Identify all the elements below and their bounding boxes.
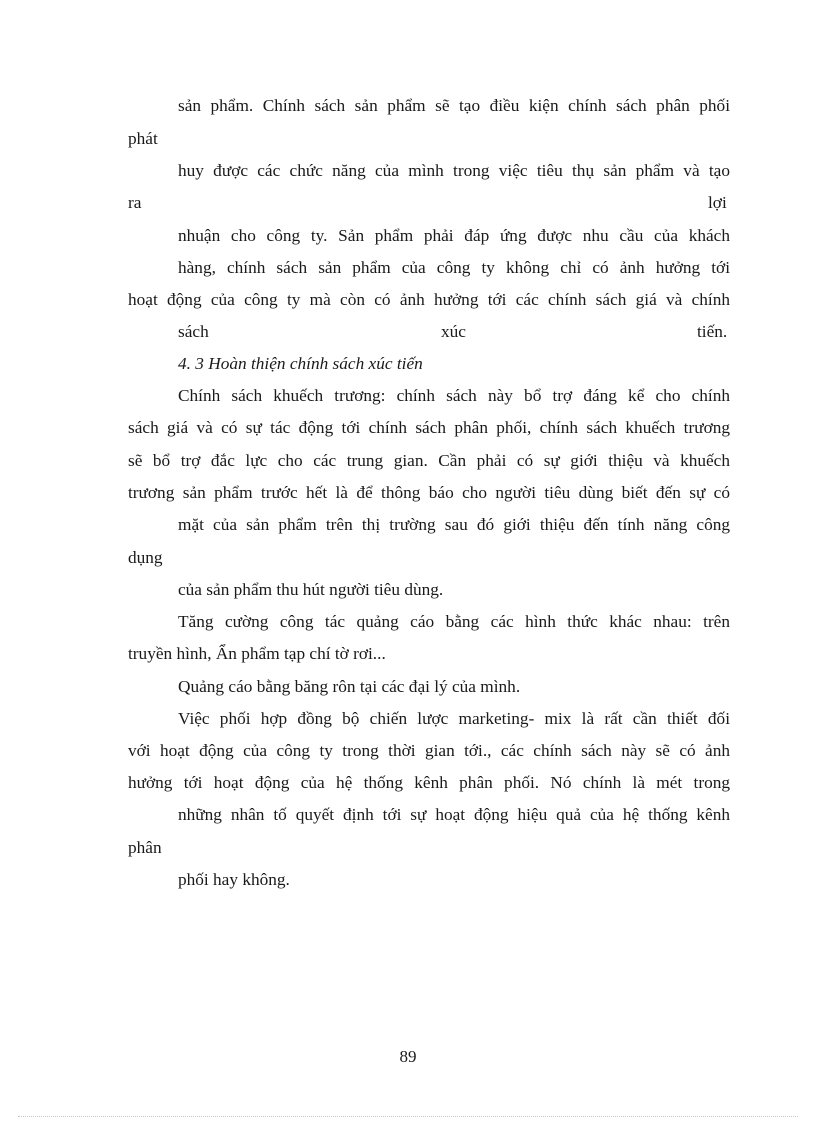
text-line: dụng [128,548,163,567]
text-line: truyền hình, Ẩn phẩm tạp chí tờ rơi... [128,644,386,663]
text-line: huy được các chức năng của mình trong việc tiêu thụ sản phẩm và tạo [178,161,730,180]
text-line: Việc phối hợp đồng bộ chiến lược marketing- mix là rất cần thiết đối [178,709,730,728]
text-line: Chính sách khuếch trương: chính sách này bổ trợ đáng kể cho chính [178,386,730,405]
text-line: sách giá và có sự tác động tới chính sách phân phối, chính sách khuếch trương [128,418,730,437]
text-line: Tăng cường công tác quảng cáo bằng các hình thức khác nhau: trên [178,612,730,631]
section-heading: 4. 3 Hoàn thiện chính sách xúc tiến [178,354,423,373]
text-line: phối hay không. [178,870,290,889]
text-line: nhuận cho công ty. Sản phẩm phải đáp ứng được nhu cầu của khách [178,226,730,245]
text-line: phân [128,838,162,857]
text-line: mặt của sản phẩm trên thị trường sau đó giới thiệu đến tính năng công [178,515,730,534]
text-line: sẽ bổ trợ đắc lực cho các trung gian. Cần phải có sự giới thiệu và khuếch [128,451,730,470]
page-border-divider [18,1116,798,1117]
text-line: hàng, chính sách sản phẩm của công ty không chỉ có ảnh hưởng tới [178,258,730,277]
text-line: trương sản phẩm trước hết là để thông báo cho người tiêu dùng biết đến sự có [128,483,730,502]
text-line: ra [128,193,142,212]
text-line: sách [178,322,209,341]
text-line: những nhân tố quyết định tới sự hoạt động hiệu quả của hệ thống kênh [178,805,730,824]
text-line: xúc [441,322,466,341]
page-number: 89 [399,1047,417,1066]
text-line: của sản phẩm thu hút người tiêu dùng. [178,580,444,599]
text-line: hưởng tới hoạt động của hệ thống kênh phân phối. Nó chính là mét trong [128,773,730,792]
text-line: sản phẩm. Chính sách sản phẩm sẽ tạo điều kiện chính sách phân phối [178,96,730,115]
text-line: với hoạt động của công ty trong thời gian tới., các chính sách này sẽ có ảnh [128,741,730,760]
text-line: lợi [708,193,727,212]
text-line: Quảng cáo bằng băng rôn tại các đại lý của mình. [178,677,521,696]
text-line: hoạt động của công ty mà còn có ảnh hưởng tới các chính sách giá và chính [128,290,730,309]
text-line: tiến. [697,322,728,341]
text-line: phát [128,129,158,148]
